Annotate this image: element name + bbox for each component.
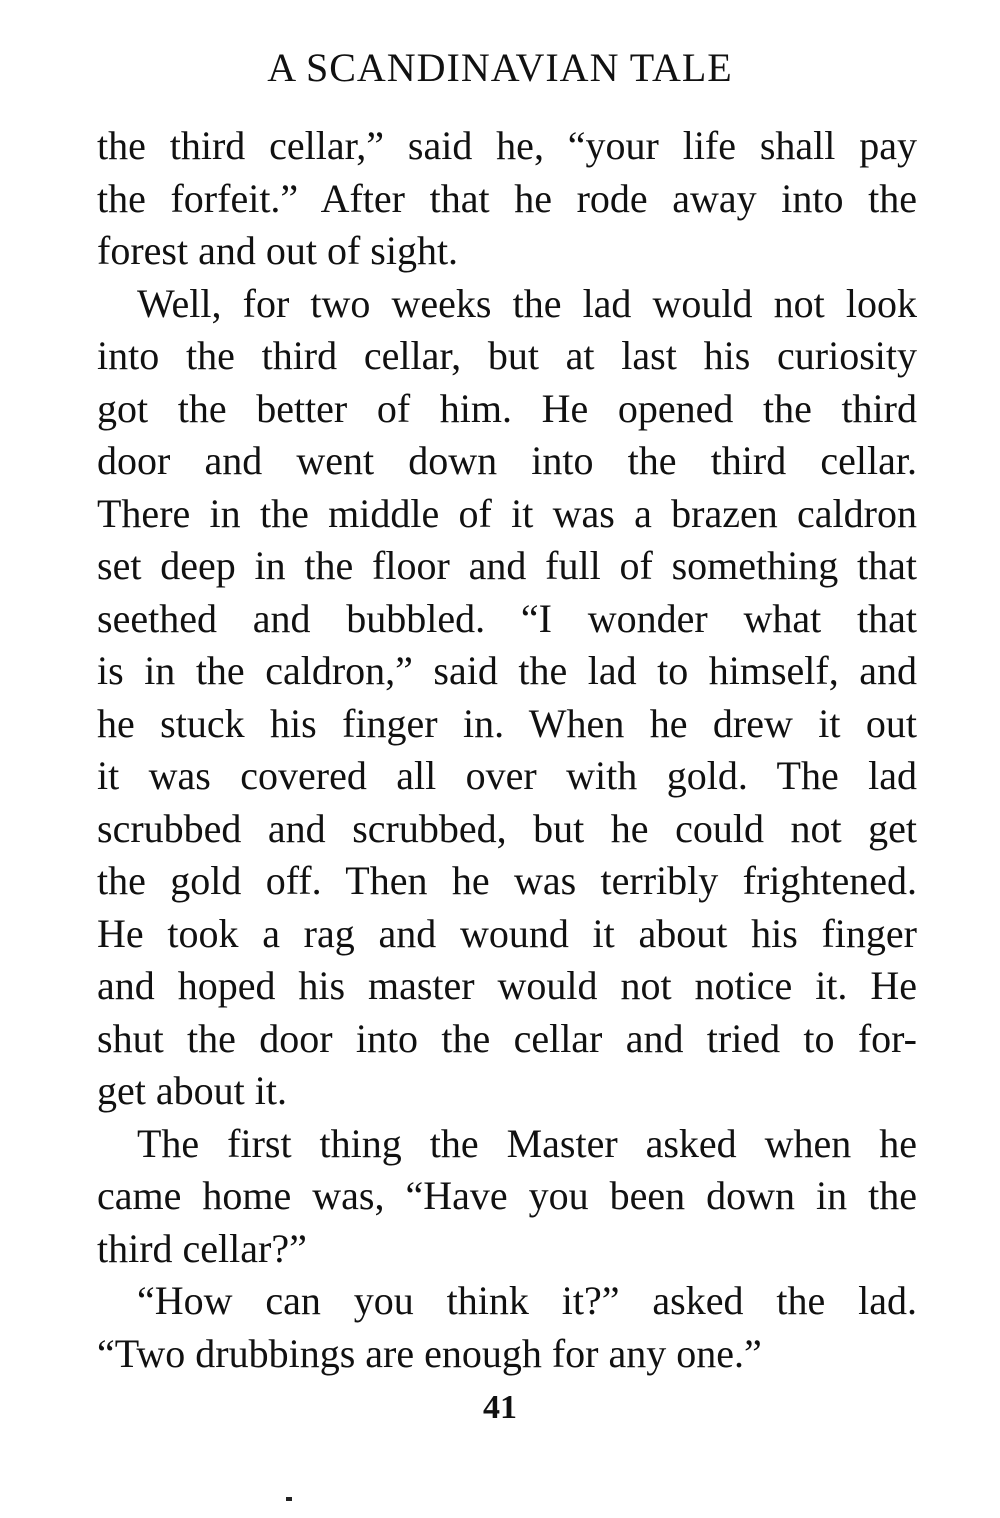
text-line: “Two drubbings are enough for any one.”	[97, 1330, 762, 1376]
text-line: “How can you think it?” asked the lad.	[137, 1278, 917, 1323]
text-line: got the better of him. He opened the third	[97, 385, 917, 431]
text-line: scrubbed and scrubbed, but he could not get	[97, 805, 917, 851]
text-line: set deep in the floor and full of something that	[97, 543, 917, 588]
paragraph	[97, 1275, 917, 1380]
paragraph	[97, 1118, 917, 1276]
text-line: forest and out of sight.	[97, 228, 459, 273]
text-line: it was covered all over with gold. The lad	[97, 753, 917, 798]
text-line: the forfeit.” After that he rode away into the	[97, 175, 917, 221]
text-line: He took a rag and wound it about his finger	[97, 910, 917, 956]
text-line: the third cellar,” said he, “your life shall pay	[97, 123, 917, 168]
text-line: Well, for two weeks the lad would not look	[137, 280, 917, 326]
running-head: A SCANDINAVIAN TALE	[267, 45, 733, 90]
text-line: seethed and bubbled. “I wonder what that	[97, 595, 917, 641]
paragraph	[97, 278, 917, 1118]
text-line: third cellar?”	[97, 1225, 307, 1271]
text-line: door and went down into the third cellar.	[97, 438, 917, 483]
paragraph	[97, 120, 917, 278]
print-speck	[286, 1497, 292, 1501]
text-line: the gold off. Then he was terribly frightened.	[97, 858, 917, 903]
text-line: The first thing the Master asked when he	[137, 1120, 917, 1166]
page-number: 41	[483, 1389, 517, 1426]
text-line: is in the caldron,” said the lad to himself, and	[97, 648, 917, 693]
text-line: into the third cellar, but at last his curiosity	[97, 333, 917, 378]
text-line: There in the middle of it was a brazen caldron	[97, 490, 917, 536]
text-line: he stuck his finger in. When he drew it out	[97, 700, 917, 746]
text-line: came home was, “Have you been down in the	[97, 1173, 917, 1218]
body-text	[97, 120, 917, 1380]
text-line: get about it.	[97, 1068, 287, 1113]
text-line: and hoped his master would not notice it. He	[97, 963, 917, 1008]
text-line: shut the door into the cellar and tried to for-	[97, 1015, 917, 1061]
